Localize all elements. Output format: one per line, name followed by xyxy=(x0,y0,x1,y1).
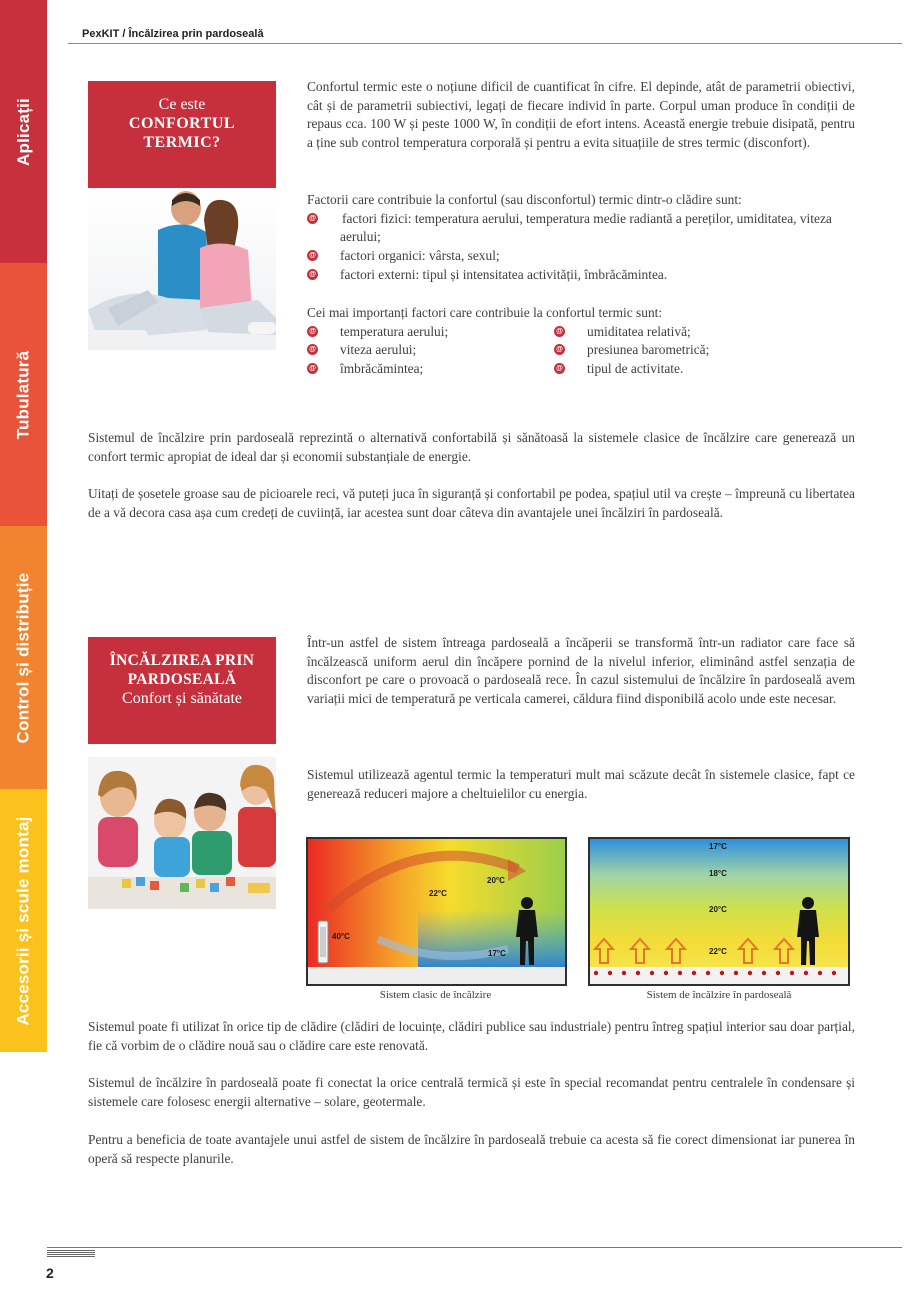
sidebar-tab-tubulatura[interactable] xyxy=(0,263,47,526)
list-item: @ îmbrăcămintea; xyxy=(307,360,554,379)
header-divider xyxy=(68,43,902,44)
bullet-icon: @ xyxy=(307,363,318,374)
sidebar-tab-label: Accesorii și scule montaj xyxy=(13,815,33,1026)
temp-label: 22°C xyxy=(709,947,727,956)
temp-label: 22°C xyxy=(429,889,447,898)
bullet-icon: @ xyxy=(554,326,565,337)
list-item: @ factori organici: vârsta, sexul; xyxy=(307,247,855,266)
box-line-3: Confort și sănătate xyxy=(122,690,242,707)
important-factors-title: Cei mai importanți factori care contribuie la confortul termic sunt: xyxy=(307,305,663,320)
factors-title: Factorii care contribuie la confortul (sau disconfortul) termic dintr-o clădire sunt: xyxy=(307,192,742,207)
factors-block xyxy=(307,191,855,285)
confort-intro-paragraph: Confortul termic este o noțiune dificil de cuantificat în cifre. El depinde, atât de parametrii obiectivi, cât și de parametrii subiectivi, legați de fiecare individ în parte. Corpul uman produce în condiții de repaus cca. 100 W și peste 1000 W, în condiții de efort intens. Această energie trebuie disipată, pentru a ține sub control temperatura corporală și pentru a evita situațiile de stres termic (disconfort). xyxy=(307,79,855,151)
important-factors-block xyxy=(307,304,855,379)
temp-label: 17°C xyxy=(709,842,727,851)
floor-system-paragraph: Într-un astfel de sistem întreaga pardoseală a încăperii se transformă într-un radiator care face să încălzească uniform aerul din încăpere pornind de la nivelul inferior, eliminând astfel senzația de disconfort pe care o provoacă o pardoseală rece. În cazul sistemului de încălzire în pardoseală avem variații mici de temperatură pe verticala camerei, căldura fiind disponibilă acolo unde este necesar. xyxy=(307,635,855,707)
bullet-icon: @ xyxy=(307,344,318,355)
sidebar-tab-accesorii[interactable] xyxy=(0,789,47,1052)
list-item: @ temperatura aerului; xyxy=(307,323,554,342)
page-header-title: PexKIT / Încălzirea prin pardoseală xyxy=(82,28,264,40)
socks-paragraph: Uitați de șosetele groase sau de picioarele reci, vă puteți juca în siguranță și confortabil pe podea, spațiul util va crește – împreună cu libertatea de a vă decora casa așa cum credeți de cuviință, iar acestea sunt doar câteva din avantajele unei încălziri în pardoseală. xyxy=(88,486,855,520)
alternative-paragraph: Sistemul de încălzire prin pardoseală reprezintă o alternativă confortabilă și sănătoasă la sistemele clasice de încălzire care generează un confort termic apropiat de ideal dar și economii substanțiale de energie. xyxy=(88,430,855,464)
sidebar-tab-label: Aplicații xyxy=(13,97,33,166)
list-item: @ presiunea barometrică; xyxy=(554,341,709,360)
confort-termic-box xyxy=(88,81,276,188)
bullet-icon: @ xyxy=(554,344,565,355)
sidebar-tab-control[interactable] xyxy=(0,526,47,789)
footer-decoration xyxy=(47,1250,95,1258)
children-photo xyxy=(88,757,276,909)
list-item: @ factori fizici: temperatura aerului, temperatura medie radiantă a pereților, umiditatea, viteza aerului; xyxy=(307,210,855,247)
box-line-1: Ce este xyxy=(158,96,206,113)
bullet-icon: @ xyxy=(554,363,565,374)
low-temperature-paragraph: Sistemul utilizează agentul termic la temperaturi mult mai scăzute decât în sistemele clasice, fapt ce generează reduceri majore a cheltuielilor cu energia. xyxy=(307,767,855,801)
list-item: @ tipul de activitate. xyxy=(554,360,709,379)
box-line-2: CONFORTUL xyxy=(128,115,236,132)
bullet-icon: @ xyxy=(307,269,318,280)
floor-heating-caption: Sistem de încălzire în pardoseală xyxy=(646,989,792,1001)
sidebar-tab-label: Tubulatură xyxy=(13,350,33,439)
list-item: @ viteza aerului; xyxy=(307,341,554,360)
important-factors-right xyxy=(554,323,709,379)
temp-label: 18°C xyxy=(709,869,727,878)
boiler-paragraph: Sistemul de încălzire în pardoseală poate fi conectat la orice centrală termică și este în special recomandat pentru centralele în condensare și sistemele care folosesc energii alternative – solare, geotermale. xyxy=(88,1075,855,1109)
footer-divider xyxy=(47,1247,902,1248)
sidebar-tab-label: Control și distribuție xyxy=(13,572,33,743)
sidebar-tab-aplicatii[interactable] xyxy=(0,0,47,263)
important-factors-left xyxy=(307,323,554,379)
box-line-3: TERMIC? xyxy=(143,134,221,151)
list-item: @ umiditatea relativă; xyxy=(554,323,709,342)
temp-label: 17°C xyxy=(488,949,506,958)
temp-label: 40°C xyxy=(332,932,350,941)
couple-photo xyxy=(88,190,276,350)
factors-list xyxy=(307,210,855,285)
classic-heating-figure xyxy=(306,837,567,986)
list-item: @ factori externi: tipul și intensitatea activității, îmbrăcămintea. xyxy=(307,266,855,285)
temp-label: 20°C xyxy=(487,876,505,885)
building-type-paragraph: Sistemul poate fi utilizat în orice tip de clădire (clădiri de locuințe, clădiri publice sau industriale) pentru întreg spațiul interior sau doar parțial, fie că vorbim de o clădire nouă sau o clădire care este renovată. xyxy=(88,1019,855,1053)
box-line-2: PARDOSEALĂ xyxy=(127,671,237,688)
floor-heating-figure xyxy=(588,837,850,986)
incalzirea-box xyxy=(88,637,276,744)
bullet-icon: @ xyxy=(307,326,318,337)
dimensioning-paragraph: Pentru a beneficia de toate avantajele unui astfel de sistem de încălzire în pardoseală trebuie ca acesta să fie corect dimensionat iar punerea în operă să respecte planurile. xyxy=(88,1132,855,1166)
classic-heating-caption: Sistem clasic de încălzire xyxy=(379,989,492,1001)
page-number: 2 xyxy=(46,1265,54,1281)
bullet-icon: @ xyxy=(307,250,318,261)
box-line-1: ÎNCĂLZIREA PRIN xyxy=(109,652,255,669)
bullet-icon: @ xyxy=(307,213,318,224)
temp-label: 20°C xyxy=(709,905,727,914)
